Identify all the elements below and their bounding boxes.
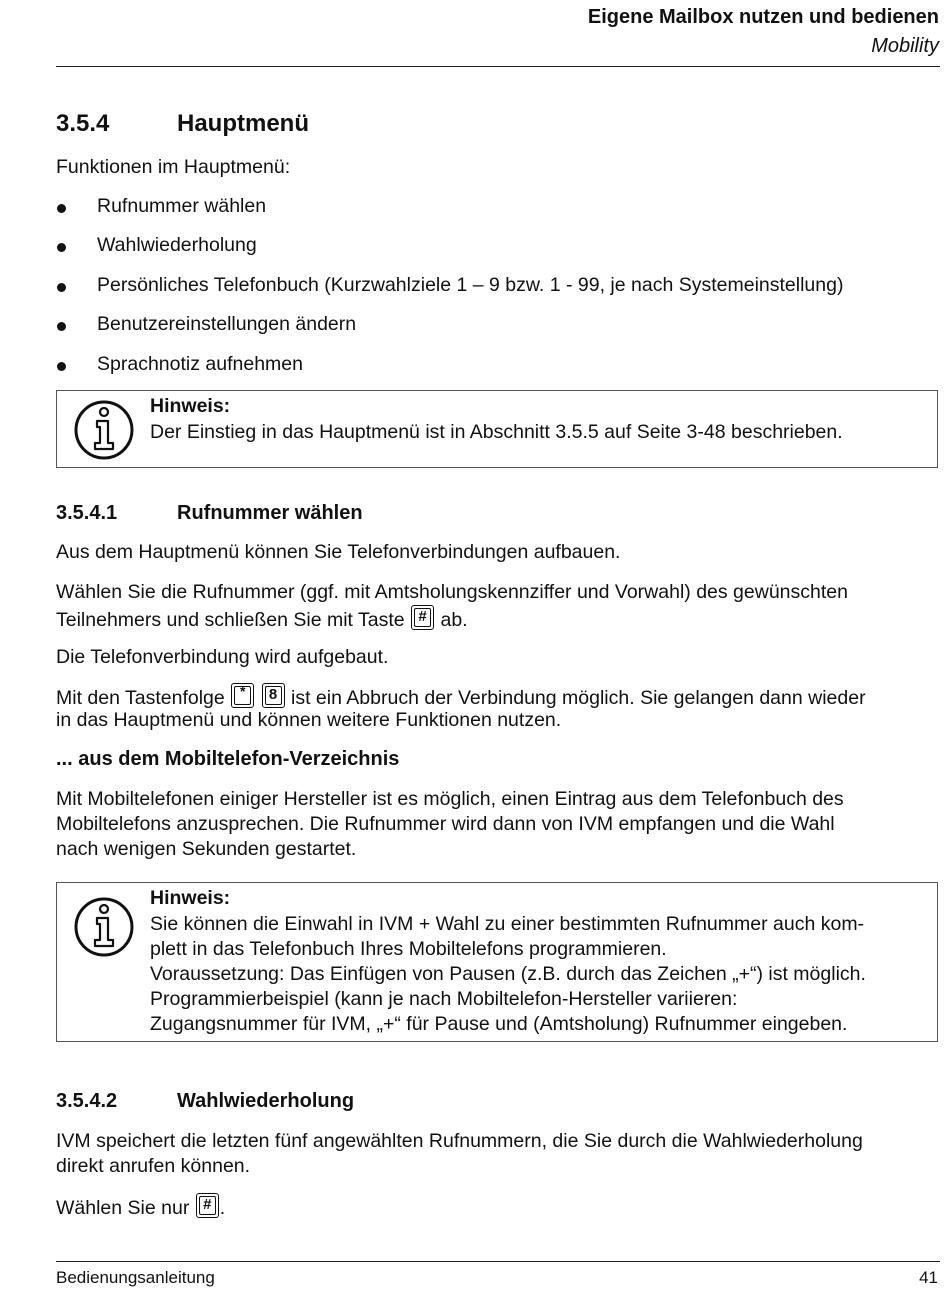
running-header-subtitle: Mobility (871, 35, 939, 57)
subsection-number: 3.5.4.2 (56, 1090, 118, 1112)
running-header-title: Eigene Mailbox nutzen und bedienen (587, 6, 939, 28)
star-key-icon: * (231, 683, 254, 708)
bullet-dot (57, 243, 66, 252)
paragraph-line: Wählen Sie die Rufnummer (ggf. mit Amtsholungskennziffer und Vorwahl) des gewünschten (56, 581, 848, 603)
paragraph-text: Mit den Tastenfolge (56, 687, 225, 709)
paragraph-line (56, 605, 468, 633)
paragraph-text: ist ein Abbruch der Verbindung möglich. Sie gelangen dann wieder (291, 687, 866, 709)
hash-key-icon: # (196, 1193, 219, 1218)
eight-key-icon: 8 (262, 683, 285, 708)
paragraph-line: Mobiltelefons anzusprechen. Die Rufnummer wird dann von IVM empfangen und die Wahl (56, 813, 835, 835)
section-title: Hauptmenü (177, 110, 309, 137)
note-label: Hinweis: (150, 395, 231, 417)
paragraph: Aus dem Hauptmenü können Sie Telefonverbindungen aufbauen. (56, 541, 621, 563)
subsection-title: Rufnummer wählen (177, 502, 363, 524)
subsection-number: 3.5.4.1 (56, 502, 118, 524)
paragraph-text: Wählen Sie nur (56, 1197, 190, 1219)
info-i-icon (73, 399, 135, 461)
paragraph-line: direkt anrufen können. (56, 1155, 251, 1177)
bullet-dot (57, 283, 66, 292)
header-rule (56, 66, 940, 67)
page-number: 41 (919, 1268, 938, 1287)
footer-title: Bedienungsanleitung (56, 1268, 215, 1287)
bullet-dot (57, 362, 66, 371)
note-box (56, 390, 938, 468)
paragraph-line: nach wenigen Sekunden gestartet. (56, 838, 357, 860)
subsection-title: Wahlwiederholung (177, 1090, 355, 1112)
paragraph: Die Telefonverbindung wird aufgebaut. (56, 646, 389, 668)
paragraph-line: Mit Mobiltelefonen einiger Hersteller ist es möglich, einen Eintrag aus dem Telefonbuch des (56, 788, 844, 810)
bullet-dot (57, 204, 66, 213)
list-item: Sprachnotiz aufnehmen (97, 353, 303, 375)
paragraph-text: ab. (440, 609, 468, 631)
section-intro: Funktionen im Hauptmenü: (56, 156, 291, 178)
note-text: Zugangsnummer für IVM, „+“ für Pause und (Amtsholung) Rufnummer eingeben. (150, 1013, 848, 1035)
paragraph-line (56, 683, 866, 711)
bullet-dot (57, 322, 66, 331)
paragraph-line: in das Hauptmenü und können weitere Funktionen nutzen. (56, 709, 562, 731)
paragraph-line (56, 1193, 225, 1221)
note-text: Programmierbeispiel (kann je nach Mobiltelefon-Hersteller variieren: (150, 988, 738, 1010)
info-i-icon (73, 896, 135, 958)
note-text: Voraussetzung: Das Einfügen von Pausen (z.B. durch das Zeichen „+“) ist möglich. (150, 963, 866, 985)
note-text: Der Einstieg in das Hauptmenü ist in Abschnitt 3.5.5 auf Seite 3-48 beschrieben. (150, 421, 843, 443)
footer-rule (56, 1261, 940, 1262)
hash-key-icon: # (411, 605, 434, 630)
section-number: 3.5.4 (56, 110, 110, 137)
list-item: Wahlwiederholung (97, 234, 257, 256)
paragraph-text: Teilnehmers und schließen Sie mit Taste (56, 609, 405, 631)
inline-heading: ... aus dem Mobiltelefon-Verzeichnis (56, 748, 400, 770)
note-text: Sie können die Einwahl in IVM + Wahl zu einer bestimmten Rufnummer auch kom- (150, 913, 865, 935)
list-item: Benutzereinstellungen ändern (97, 313, 357, 335)
paragraph-line: IVM speichert die letzten fünf angewählten Rufnummern, die Sie durch die Wahlwiederholung (56, 1130, 863, 1152)
note-label: Hinweis: (150, 887, 231, 909)
note-text: plett in das Telefonbuch Ihres Mobiltelefons programmieren. (150, 938, 667, 960)
note-box (56, 882, 938, 1042)
list-item: Persönliches Telefonbuch (Kurzwahlziele 1 – 9 bzw. 1 - 99, je nach Systemeinstellung) (97, 274, 844, 296)
paragraph-text: . (219, 1197, 226, 1219)
list-item: Rufnummer wählen (97, 195, 267, 217)
